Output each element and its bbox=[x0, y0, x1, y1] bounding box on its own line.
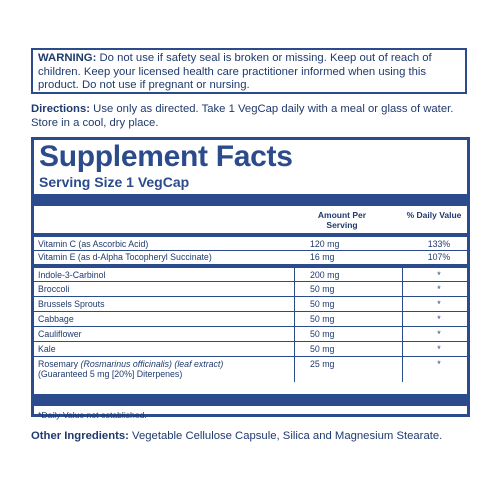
warning-box bbox=[31, 48, 467, 94]
facts-title: Supplement Facts bbox=[39, 140, 293, 173]
thick-divider-top bbox=[34, 194, 467, 206]
supplement-facts-panel bbox=[31, 137, 470, 420]
nutrient-amount: 16 mg bbox=[310, 252, 335, 262]
nutrient-dv: 107% bbox=[427, 252, 451, 262]
ingredient-dv: * bbox=[437, 299, 441, 309]
ingredient-dv: * bbox=[437, 270, 441, 280]
ingredient-name: Indole-3-Carbinol bbox=[38, 270, 106, 280]
ingredient-amount: 50 mg bbox=[310, 344, 335, 354]
warning-text: Do not use if safety seal is broken or missing. Keep out of reach of children. Keep your licensed health care practitioner informed when using this product. Do not use if pregnant or nursing. bbox=[38, 52, 432, 92]
ingredient-name: Cabbage bbox=[38, 314, 74, 324]
directions-label: Directions: bbox=[31, 103, 91, 115]
other-ingredients-text: Vegetable Cellulose Capsule, Silica and Magnesium Stearate. bbox=[128, 430, 443, 442]
ingredient-name: Broccoli bbox=[38, 284, 70, 294]
rosemary-guarantee: (Guaranteed 5 mg [20%] Diterpenes) bbox=[38, 369, 183, 379]
nutrient-dv: 133% bbox=[427, 239, 451, 249]
ingredient-amount: 50 mg bbox=[310, 329, 335, 339]
nutrient-row bbox=[34, 251, 467, 263]
column-divider-dv bbox=[402, 264, 403, 382]
nutrient-amount: 120 mg bbox=[310, 239, 340, 249]
ingredient-name: Brussels Sprouts bbox=[38, 299, 105, 309]
thick-divider-bottom bbox=[34, 394, 467, 406]
directions bbox=[31, 103, 471, 130]
ingredient-name: Cauliflower bbox=[38, 329, 82, 339]
other-ingredients bbox=[31, 430, 471, 444]
nutrient-name: Vitamin E (as d-Alpha Tocopheryl Succinate) bbox=[38, 252, 212, 262]
ingredient-amount: 50 mg bbox=[310, 299, 335, 309]
rosemary-latin-name: (Rosmarinus officinalis) (leaf extract) bbox=[80, 359, 224, 369]
ingredient-amount: 25 mg bbox=[310, 359, 335, 369]
ingredient-amount: 50 mg bbox=[310, 284, 335, 294]
header-daily-value: % Daily Value bbox=[406, 210, 462, 220]
serving-size: Serving Size 1 VegCap bbox=[39, 174, 190, 190]
header-amount-per-serving: Amount Per Serving bbox=[317, 210, 367, 230]
column-divider-amount bbox=[294, 264, 295, 382]
ingredient-dv: * bbox=[437, 329, 441, 339]
other-ingredients-label: Other Ingredients: bbox=[31, 430, 129, 442]
rosemary-name: Rosemary bbox=[38, 359, 79, 369]
warning-label: WARNING: bbox=[38, 52, 97, 64]
ingredient-dv: * bbox=[437, 344, 441, 354]
ingredient-amount: 50 mg bbox=[310, 314, 335, 324]
ingredient-name: Kale bbox=[38, 344, 56, 354]
footnote: *Daily Value not established. bbox=[38, 410, 147, 420]
nutrient-row bbox=[34, 238, 467, 250]
ingredient-dv: * bbox=[437, 359, 441, 369]
ingredient-dv: * bbox=[437, 284, 441, 294]
nutrient-name: Vitamin C (as Ascorbic Acid) bbox=[38, 239, 149, 249]
directions-text: Use only as directed. Take 1 VegCap daily with a meal or glass of water. Store in a cool, dry place. bbox=[31, 103, 454, 129]
ingredient-amount: 200 mg bbox=[310, 270, 340, 280]
header-divider bbox=[34, 233, 467, 237]
ingredient-dv: * bbox=[437, 314, 441, 324]
